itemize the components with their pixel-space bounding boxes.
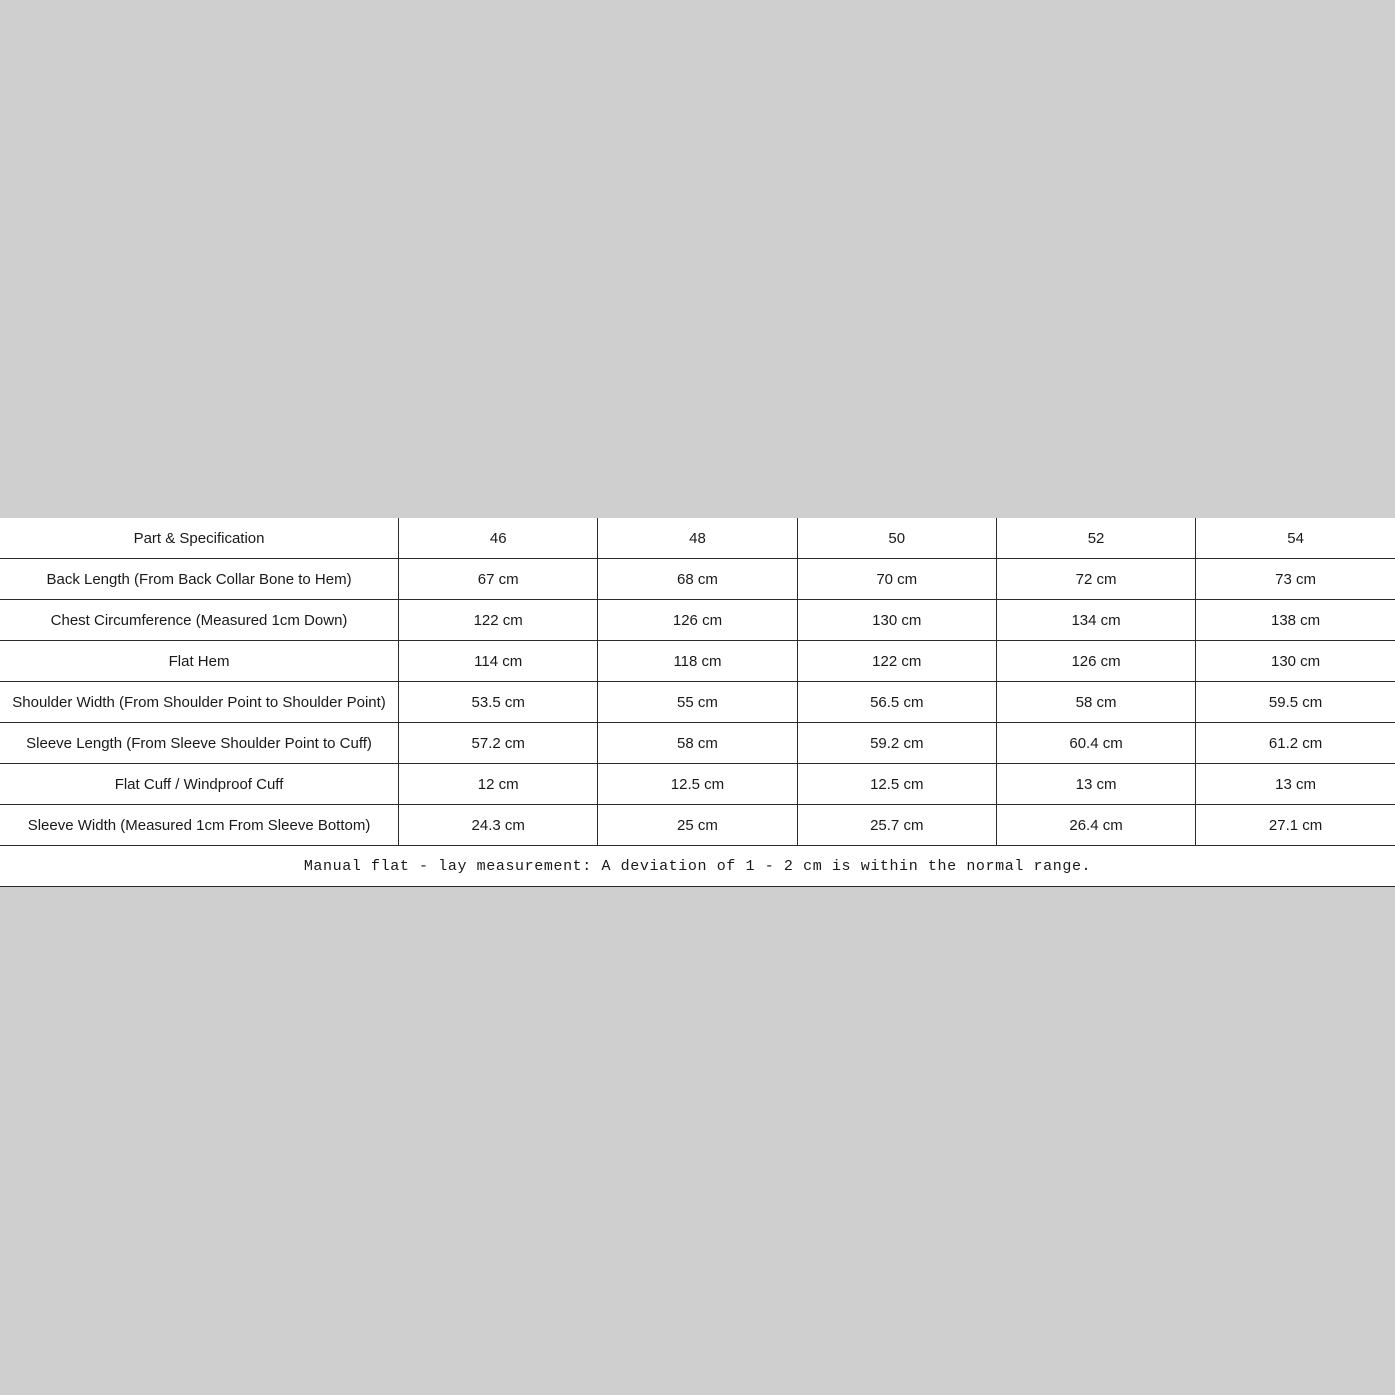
table-row bbox=[0, 764, 1395, 805]
cell-value: 130 cm bbox=[1196, 641, 1395, 682]
table-row bbox=[0, 600, 1395, 641]
cell-value: 67 cm bbox=[399, 559, 598, 600]
row-label: Shoulder Width (From Shoulder Point to Shoulder Point) bbox=[0, 682, 399, 723]
size-chart-container bbox=[0, 518, 1395, 887]
cell-value: 61.2 cm bbox=[1196, 723, 1395, 764]
size-chart-table bbox=[0, 518, 1395, 887]
cell-value: 134 cm bbox=[996, 600, 1195, 641]
cell-value: 60.4 cm bbox=[996, 723, 1195, 764]
cell-value: 126 cm bbox=[996, 641, 1195, 682]
cell-value: 25.7 cm bbox=[797, 805, 996, 846]
row-label: Flat Cuff / Windproof Cuff bbox=[0, 764, 399, 805]
measurement-note-row bbox=[0, 846, 1395, 887]
cell-value: 72 cm bbox=[996, 559, 1195, 600]
cell-value: 55 cm bbox=[598, 682, 797, 723]
cell-value: 26.4 cm bbox=[996, 805, 1195, 846]
cell-value: 122 cm bbox=[797, 641, 996, 682]
table-row bbox=[0, 805, 1395, 846]
column-header-size-52: 52 bbox=[996, 518, 1195, 559]
row-label: Sleeve Length (From Sleeve Shoulder Point to Cuff) bbox=[0, 723, 399, 764]
column-header-size-48: 48 bbox=[598, 518, 797, 559]
measurement-note: Manual flat - lay measurement: A deviation of 1 - 2 cm is within the normal range. bbox=[0, 846, 1395, 887]
cell-value: 122 cm bbox=[399, 600, 598, 641]
column-header-size-46: 46 bbox=[399, 518, 598, 559]
row-label: Sleeve Width (Measured 1cm From Sleeve Bottom) bbox=[0, 805, 399, 846]
cell-value: 114 cm bbox=[399, 641, 598, 682]
row-label: Flat Hem bbox=[0, 641, 399, 682]
cell-value: 53.5 cm bbox=[399, 682, 598, 723]
cell-value: 58 cm bbox=[598, 723, 797, 764]
table-row bbox=[0, 723, 1395, 764]
cell-value: 56.5 cm bbox=[797, 682, 996, 723]
cell-value: 58 cm bbox=[996, 682, 1195, 723]
cell-value: 126 cm bbox=[598, 600, 797, 641]
cell-value: 130 cm bbox=[797, 600, 996, 641]
table-row bbox=[0, 682, 1395, 723]
cell-value: 68 cm bbox=[598, 559, 797, 600]
table-header-row bbox=[0, 518, 1395, 559]
column-header-size-54: 54 bbox=[1196, 518, 1395, 559]
cell-value: 70 cm bbox=[797, 559, 996, 600]
cell-value: 24.3 cm bbox=[399, 805, 598, 846]
cell-value: 59.5 cm bbox=[1196, 682, 1395, 723]
cell-value: 13 cm bbox=[996, 764, 1195, 805]
cell-value: 27.1 cm bbox=[1196, 805, 1395, 846]
cell-value: 12.5 cm bbox=[797, 764, 996, 805]
cell-value: 13 cm bbox=[1196, 764, 1395, 805]
cell-value: 25 cm bbox=[598, 805, 797, 846]
cell-value: 12.5 cm bbox=[598, 764, 797, 805]
cell-value: 12 cm bbox=[399, 764, 598, 805]
row-label: Back Length (From Back Collar Bone to Hem) bbox=[0, 559, 399, 600]
cell-value: 138 cm bbox=[1196, 600, 1395, 641]
column-header-size-50: 50 bbox=[797, 518, 996, 559]
cell-value: 57.2 cm bbox=[399, 723, 598, 764]
cell-value: 73 cm bbox=[1196, 559, 1395, 600]
column-header-part-specification: Part & Specification bbox=[0, 518, 399, 559]
cell-value: 118 cm bbox=[598, 641, 797, 682]
row-label: Chest Circumference (Measured 1cm Down) bbox=[0, 600, 399, 641]
table-row bbox=[0, 559, 1395, 600]
cell-value: 59.2 cm bbox=[797, 723, 996, 764]
table-row bbox=[0, 641, 1395, 682]
